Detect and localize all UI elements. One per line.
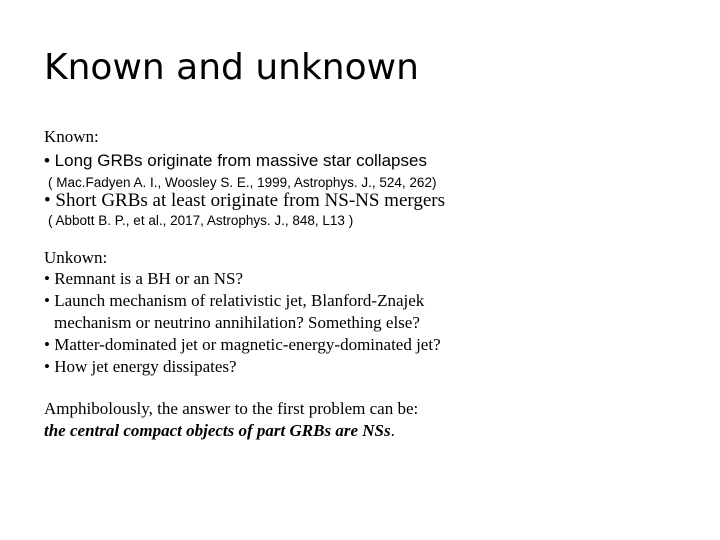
unknown-item-launch-mechanism-cont: mechanism or neutrino annihilation? Something else? [54, 313, 420, 332]
unknown-item-remnant: • Remnant is a BH or an NS? [44, 269, 244, 288]
conclusion-line: Amphibolously, the answer to the first problem can be: [44, 399, 419, 418]
unknown-item-jet-type: • Matter-dominated jet or magnetic-energy-dominated jet? [44, 335, 441, 354]
unknown-item-energy-dissipation: • How jet energy dissipates? [44, 357, 237, 376]
slide-title: Known and unknown [44, 47, 419, 88]
unknown-heading: Unkown: [44, 248, 108, 267]
unknown-item-launch-mechanism: • Launch mechanism of relativistic jet, Blanford-Znajek [44, 291, 425, 310]
known-reference-1: ( Mac.Fadyen A. I., Woosley S. E., 1999, Astrophys. J., 524, 262) [48, 175, 437, 190]
conclusion-answer-emphasis: the central compact objects of part GRBs are NSs [44, 421, 391, 440]
conclusion-answer [44, 420, 395, 442]
known-item-short-grb: • Short GRBs at least originate from NS-NS mergers [44, 190, 446, 211]
known-item-long-grb: • Long GRBs originate from massive star collapses [44, 151, 427, 170]
conclusion-answer-period: . [390, 421, 395, 440]
known-heading: Known: [44, 127, 99, 146]
known-reference-2: ( Abbott B. P., et al., 2017, Astrophys. J., 848, L13 ) [48, 213, 354, 228]
